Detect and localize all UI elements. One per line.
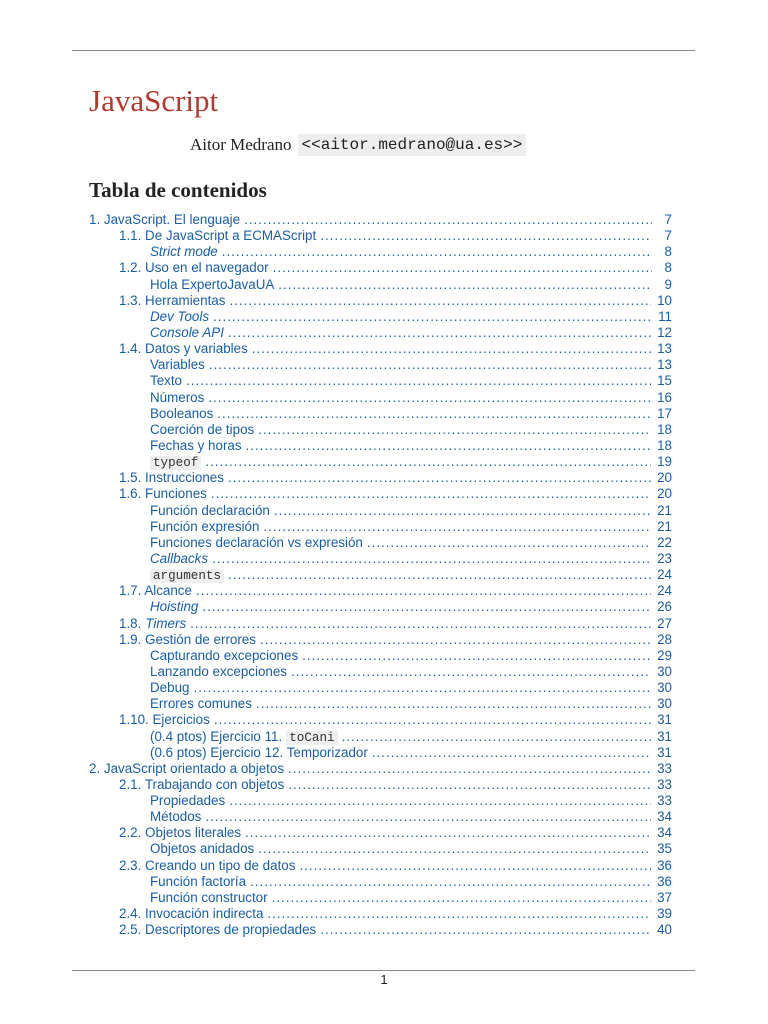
toc-leader-dots [228, 325, 651, 341]
toc-entry[interactable] [0, 293, 768, 309]
toc-entry[interactable] [0, 551, 768, 567]
toc-entry-text: Callbacks [150, 550, 209, 566]
toc-leader-dots [291, 664, 651, 680]
toc-entry[interactable] [0, 503, 768, 519]
toc-entry-code: typeof [150, 456, 201, 470]
toc-entry[interactable] [0, 309, 768, 325]
toc-entry-label[interactable] [119, 616, 186, 632]
toc-entry-label[interactable] [89, 761, 284, 777]
toc-entry[interactable] [0, 825, 768, 841]
toc-entry-page[interactable]: 35 [657, 841, 672, 857]
toc-entry[interactable] [0, 793, 768, 809]
toc-entry-page[interactable]: 21 [657, 518, 672, 534]
toc-entry-page[interactable]: 30 [657, 680, 672, 696]
toc-leader-dots [320, 228, 652, 244]
toc-entry-text: 2.1. Trabajando con objetos [119, 776, 285, 792]
toc-entry-label[interactable] [150, 390, 204, 406]
toc-entry-text: Booleanos [150, 405, 214, 421]
toc-entry-page[interactable]: 7 [664, 212, 672, 227]
toc-entry-label[interactable] [119, 777, 284, 793]
toc-leader-dots [229, 793, 651, 809]
toc-entry-text: 1.5. Instrucciones [119, 470, 224, 486]
toc-entry-page[interactable]: 36 [657, 857, 672, 873]
toc-entry-label[interactable] [150, 874, 246, 890]
toc-entry-italic-text: Timers [145, 615, 187, 631]
toc-entry[interactable] [0, 777, 768, 793]
toc-entry-page[interactable]: 19 [657, 454, 672, 470]
toc-entry-page[interactable]: 31 [657, 712, 672, 728]
toc-entry-text: Lanzando excepciones [150, 663, 287, 679]
toc-entry-text: Objetos anidados [150, 841, 255, 857]
toc-entry-text: Hoisting [150, 599, 199, 615]
toc-entry[interactable] [0, 745, 768, 761]
toc-leader-dots [267, 906, 651, 922]
toc-entry-page[interactable]: 11 [658, 308, 672, 324]
toc-entry-page[interactable]: 9 [664, 276, 672, 292]
toc-entry-page[interactable]: 20 [657, 470, 672, 486]
toc-entry-label[interactable] [150, 841, 254, 857]
toc-entry-text: Dev Tools [150, 308, 210, 324]
toc-entry-page[interactable]: 30 [657, 663, 672, 679]
toc-entry[interactable] [0, 906, 768, 922]
toc-entry-page[interactable]: 28 [657, 631, 672, 647]
toc-entry-label[interactable] [119, 486, 207, 502]
header-rule [72, 50, 695, 51]
toc-entry-text: 1.8. [119, 615, 142, 631]
toc-leader-dots [272, 890, 652, 906]
toc-entry-page[interactable]: 8 [664, 260, 672, 276]
toc-entry-text: Strict mode [150, 244, 218, 260]
page-number: 1 [380, 972, 388, 987]
toc-leader-dots [212, 551, 651, 567]
toc-entry-page[interactable]: 34 [657, 809, 672, 825]
toc-leader-dots [205, 809, 651, 825]
toc-entry[interactable] [0, 648, 768, 664]
toc-entry-text: 1.3. Herramientas [119, 292, 226, 308]
toc-entry-text: 1.1. De JavaScript a ECMAScript [119, 228, 317, 244]
toc-leader-dots [211, 486, 651, 502]
toc-entry-label[interactable] [89, 212, 240, 228]
toc-entry-text: Métodos [150, 809, 202, 825]
toc-entry[interactable] [0, 406, 768, 422]
toc-entry-text: Hola ExpertoJavaUA [150, 276, 275, 292]
toc-entry-text: Propiedades [150, 793, 226, 809]
toc-entry[interactable] [0, 664, 768, 680]
toc-leader-dots [228, 470, 651, 486]
toc-entry[interactable] [0, 890, 768, 906]
toc-entry-page[interactable]: 24 [657, 583, 672, 599]
toc-entry-page[interactable]: 13 [657, 341, 672, 357]
footer-rule [72, 970, 695, 971]
toc-entry-page[interactable]: 24 [657, 567, 672, 583]
toc-entry-page[interactable]: 29 [657, 647, 672, 663]
toc-entry-page[interactable]: 27 [657, 615, 672, 631]
toc-entry-text: 1.4. Datos y variables [119, 341, 248, 357]
toc-entry[interactable] [0, 341, 768, 357]
toc-entry[interactable] [0, 486, 768, 502]
toc-entry-text: 2.4. Invocación indirecta [119, 906, 264, 922]
toc-entry-page[interactable]: 10 [657, 292, 672, 308]
toc-entry-text: Errores comunes [150, 696, 252, 712]
toc-entry-text: Números [150, 389, 205, 405]
toc-entry-page[interactable]: 37 [657, 889, 672, 905]
toc-entry[interactable] [0, 325, 768, 341]
toc-heading: Tabla de contenidos [89, 178, 267, 202]
toc-entry-label[interactable] [150, 745, 368, 761]
toc-entry-label[interactable] [150, 373, 182, 389]
toc-leader-dots [260, 632, 651, 648]
toc-entry[interactable] [0, 454, 768, 470]
toc-entry-page[interactable]: 33 [657, 760, 672, 776]
toc-entry[interactable] [0, 390, 768, 406]
toc-leader-dots [196, 583, 651, 599]
author-email[interactable]: <<aitor.medrano@ua.es>> [298, 134, 527, 156]
toc-entry-label[interactable] [119, 341, 248, 357]
toc-entry-label[interactable] [119, 583, 192, 599]
toc-entry-label[interactable] [150, 503, 270, 519]
toc-entry-label[interactable] [150, 357, 205, 373]
toc-entry-label[interactable] [150, 551, 208, 567]
toc-entry-label[interactable] [150, 422, 254, 438]
toc-entry-label[interactable] [150, 438, 242, 454]
toc-leader-dots [244, 212, 652, 228]
toc-leader-dots [205, 454, 651, 470]
toc-entry-label[interactable] [150, 567, 224, 583]
toc-leader-dots [367, 535, 651, 551]
toc-entry[interactable] [0, 422, 768, 438]
toc-entry[interactable] [0, 729, 768, 745]
author-name: Aitor Medrano [190, 135, 292, 154]
toc-entry-label[interactable] [150, 680, 189, 696]
toc-entry-label[interactable] [150, 454, 201, 470]
toc-leader-dots [209, 357, 651, 373]
toc-leader-dots [250, 874, 651, 890]
toc-entry-page[interactable]: 23 [657, 550, 672, 566]
toc-entry-page[interactable]: 33 [657, 793, 672, 809]
toc-entry[interactable] [0, 567, 768, 583]
toc-leader-dots [229, 293, 651, 309]
toc-entry-page[interactable]: 22 [657, 534, 672, 550]
toc-entry-label[interactable] [150, 696, 252, 712]
toc-leader-dots [256, 696, 651, 712]
toc-entry[interactable] [0, 277, 768, 293]
toc-entry-text: 2.3. Creando un tipo de datos [119, 857, 296, 873]
toc-entry[interactable] [0, 841, 768, 857]
toc-leader-dots [245, 825, 651, 841]
toc-entry[interactable] [0, 470, 768, 486]
toc-entry-label[interactable] [119, 470, 224, 486]
toc-leader-dots [214, 712, 651, 728]
toc-entry-text: 1.7. Alcance [119, 583, 192, 599]
toc-entry-text: (0.6 ptos) Ejercicio 12. Temporizador [150, 744, 368, 760]
toc-entry-text: Función factoría [150, 873, 247, 889]
toc-entry-text: Capturando excepciones [150, 647, 299, 663]
toc-entry[interactable] [0, 680, 768, 696]
toc-entry[interactable] [0, 809, 768, 825]
toc-leader-dots [258, 422, 651, 438]
toc-leader-dots [190, 616, 651, 632]
toc-leader-dots [222, 244, 652, 260]
toc-entry[interactable] [0, 519, 768, 535]
toc-entry-page[interactable]: 13 [657, 357, 672, 373]
toc-entry-page[interactable]: 17 [657, 405, 672, 421]
toc-entry-text: Funciones declaración vs expresión [150, 534, 363, 550]
toc-entry-text: Función constructor [150, 889, 268, 905]
toc-entry-label[interactable] [150, 809, 201, 825]
toc-entry[interactable] [0, 260, 768, 276]
toc-entry-label[interactable] [119, 632, 256, 648]
toc-entry-text: Console API [150, 324, 224, 340]
toc-entry-text: Debug [150, 680, 190, 696]
toc-entry-text: 1.6. Funciones [119, 486, 207, 502]
toc-entry[interactable] [0, 712, 768, 728]
toc-leader-dots [258, 841, 651, 857]
toc-entry-label[interactable] [150, 519, 259, 535]
toc-entry-label[interactable] [150, 729, 338, 745]
toc-entry[interactable] [0, 632, 768, 648]
toc-entry[interactable] [0, 599, 768, 615]
toc-entry-text: 2. JavaScript orientado a objetos [89, 760, 285, 776]
toc-entry-text: Fechas y horas [150, 437, 242, 453]
toc-entry-page[interactable]: 34 [657, 825, 672, 841]
toc-entry-page[interactable]: 26 [657, 599, 672, 615]
toc-leader-dots [320, 922, 651, 938]
toc-entry-text: 1.9. Gestión de errores [119, 631, 256, 647]
toc-entry-page[interactable]: 18 [657, 421, 672, 437]
table-of-contents [0, 212, 768, 938]
toc-leader-dots [208, 390, 651, 406]
toc-entry[interactable] [0, 438, 768, 454]
toc-leader-dots [252, 341, 651, 357]
toc-entry-label[interactable] [150, 325, 224, 341]
toc-entry[interactable] [0, 535, 768, 551]
toc-entry-text: Función declaración [150, 502, 270, 518]
toc-entry-text: 2.2. Objetos literales [119, 825, 242, 841]
toc-entry-text: Variables [150, 357, 205, 373]
toc-entry-label[interactable] [150, 890, 268, 906]
toc-entry-text: 1.2. Uso en el navegador [119, 260, 269, 276]
toc-entry-text: (0.4 ptos) Ejercicio 11. [150, 728, 283, 744]
toc-entry-page[interactable]: 15 [657, 373, 672, 389]
toc-entry-page[interactable]: 39 [657, 906, 672, 922]
toc-entry-text: Texto [150, 373, 183, 389]
toc-entry-page[interactable]: 12 [657, 324, 672, 340]
toc-entry-label[interactable] [150, 406, 213, 422]
toc-entry-label[interactable] [119, 922, 316, 938]
toc-entry-page[interactable]: 21 [657, 502, 672, 518]
toc-entry-page[interactable]: 33 [657, 776, 672, 792]
author-line [190, 132, 526, 158]
toc-entry[interactable] [0, 357, 768, 373]
toc-entry-label[interactable] [119, 858, 295, 874]
toc-entry-label[interactable] [119, 906, 263, 922]
toc-entry-page[interactable]: 30 [657, 696, 672, 712]
toc-leader-dots [246, 438, 652, 454]
toc-leader-dots [278, 277, 652, 293]
toc-entry-text: Función expresión [150, 518, 260, 534]
toc-entry-label[interactable] [150, 648, 298, 664]
toc-entry[interactable] [0, 228, 768, 244]
toc-leader-dots [288, 761, 651, 777]
toc-entry[interactable] [0, 761, 768, 777]
toc-entry-label[interactable] [150, 599, 198, 615]
toc-leader-dots [288, 777, 651, 793]
toc-entry-label[interactable] [119, 228, 316, 244]
toc-leader-dots [193, 680, 651, 696]
toc-entry-page[interactable]: 20 [657, 486, 672, 502]
toc-entry-label[interactable] [150, 535, 363, 551]
toc-leader-dots [217, 406, 651, 422]
toc-entry[interactable] [0, 696, 768, 712]
toc-entry-page[interactable]: 31 [657, 728, 672, 744]
toc-entry-text: 1. JavaScript. El lenguaje [89, 212, 241, 227]
toc-entry-page[interactable]: 7 [664, 228, 672, 244]
toc-entry[interactable] [0, 212, 768, 228]
toc-entry-label[interactable] [119, 293, 225, 309]
toc-entry[interactable] [0, 373, 768, 389]
toc-leader-dots [202, 599, 651, 615]
toc-entry[interactable] [0, 616, 768, 632]
toc-entry[interactable] [0, 874, 768, 890]
toc-leader-dots [302, 648, 651, 664]
toc-leader-dots [299, 858, 651, 874]
toc-entry-page[interactable]: 36 [657, 873, 672, 889]
document-title: JavaScript [89, 83, 219, 118]
toc-entry-code: arguments [150, 569, 224, 583]
toc-entry-label[interactable] [119, 825, 241, 841]
toc-leader-dots [263, 519, 651, 535]
toc-entry[interactable] [0, 583, 768, 599]
toc-entry-text: 1.10. Ejercicios [119, 712, 210, 728]
toc-leader-dots [228, 567, 651, 583]
toc-entry-page[interactable]: 40 [657, 922, 672, 938]
toc-entry-label[interactable] [150, 793, 225, 809]
toc-leader-dots [186, 373, 651, 389]
toc-entry-label[interactable] [150, 309, 209, 325]
toc-entry-label[interactable] [150, 664, 287, 680]
toc-entry-text: Coerción de tipos [150, 421, 255, 437]
toc-entry-code: toCani [286, 731, 337, 745]
toc-leader-dots [342, 729, 652, 745]
toc-leader-dots [274, 503, 651, 519]
toc-entry[interactable] [0, 858, 768, 874]
toc-entry-page[interactable]: 16 [657, 389, 672, 405]
toc-leader-dots [213, 309, 652, 325]
toc-entry-label[interactable] [150, 277, 274, 293]
toc-entry-page[interactable]: 31 [657, 744, 672, 760]
toc-entry-label[interactable] [119, 712, 210, 728]
toc-entry[interactable] [0, 922, 768, 938]
toc-entry[interactable] [0, 244, 768, 260]
toc-leader-dots [372, 745, 651, 761]
toc-entry-label[interactable] [150, 244, 218, 260]
toc-leader-dots [273, 260, 652, 276]
toc-entry-text: 2.5. Descriptores de propiedades [119, 922, 317, 938]
toc-entry-page[interactable]: 18 [657, 437, 672, 453]
toc-entry-page[interactable]: 8 [664, 244, 672, 260]
toc-entry-label[interactable] [119, 260, 269, 276]
